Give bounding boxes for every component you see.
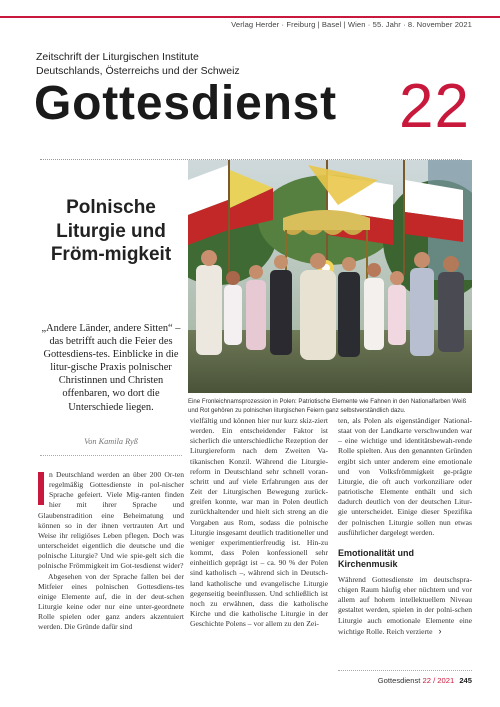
article-title: Polnische Liturgie und Fröm-migkeit xyxy=(50,197,172,265)
footer-journal: Gottesdienst xyxy=(377,676,421,685)
paragraph-5 xyxy=(338,575,472,637)
subtitle-line-1: Zeitschrift der Liturgischen Institute xyxy=(36,51,199,63)
footer-issue: 22 / 2021 xyxy=(422,676,455,685)
subtitle-line-2: Deutschlands, Österreichs und der Schweiz xyxy=(36,65,240,77)
continue-marker[interactable]: › xyxy=(438,625,442,636)
article-lede: „Andere Länder, andere Sitten“ – das betrifft auch die Feier des Gottesdiens-tes. Einblicke in die litur-gische Praxis polnischer Christinnen und Christen offenbaren, wo dort die Unterschiede liegen. xyxy=(41,323,181,413)
publication-info: Verlag Herder · Freiburg | Basel | Wien · 55. Jahr · 8. November 2021 xyxy=(231,20,472,29)
procession-photo-illustration xyxy=(188,160,472,393)
masthead: Gottesdienst xyxy=(34,77,337,130)
paragraph-5-text: Während Gottesdienste im deutschspra-chigen Raum häufig eher nüchtern und vor allem auf hohem intellektuellem Niveau gestaltet werden, spielen in der polni-schen Liturgie auch emotionale Elemente eine wichtige Rolle. Reich verzierte xyxy=(338,574,472,636)
photo-caption: Eine Fronleichnamsprozession in Polen: Patriotische Elemente wie Fahnen in den Nationalfarben Weiß und Rot gehören zu polnischen liturgischen Feiern ganz selbstverständlich dazu. xyxy=(188,398,467,414)
paragraph-4: ten, als Polen als eigenständiger National-staat von der Landkarte verschwunden war – eine wichtige und identitätsbewah-rende Rolle spielten. Aus den genannten Gründen ergibt sich unter anderem eine emotionale und von Volksfrömmigkeit ge-prägte Liturgie, die oft auch vorkonziliare oder patriotische Elemente enthält und sich dadurch deutlich von der deutschen Litur-gie unterscheidet. Einige dieser Spezifika der polnischen Liturgie sollen nun etwas ausführlicher dargelegt werden. xyxy=(338,416,472,537)
footer-divider xyxy=(338,670,472,671)
body-column-3 xyxy=(338,416,472,637)
body-column-2 xyxy=(190,416,328,629)
page-number: 245 xyxy=(459,676,472,685)
paragraph-3: vielfältig und können hier nur kurz skiz-ziert werden. Ein entscheidender Faktor ist sicherlich die unterschiedliche Rezeption der Liturgiereform nach dem Zweiten Va-tikanischen Konzil. Während die Liturgie-reform in Deutschland sehr schnell voran-schritt und auf viele Erfahrungen aus der Zeit der Liturgischen Bewegung zurück-greifen konnte, war man in Polen deutlich zurückhaltender und hielt sich streng an die Vorgaben aus Rom, sodass die polnische Liturgie insgesamt deutlich traditioneller und weniger experimentierfreudig ist. Hin-zu kommt, dass Polen konfessionell sehr einheitlich geprägt ist – ca. 90 % der Polen sind katholisch –, während sich in Deutsch-land katholische und evangelische Liturgie gegenseitig beeinflussen. Und schließlich ist noch zu erwähnen, dass die katholische Kirche und die katholische Liturgie in der Geschichte Polens – vor allem zu den Zei- xyxy=(190,416,328,629)
paragraph-intro xyxy=(38,470,184,572)
dropcap-marker xyxy=(38,472,44,505)
author-divider xyxy=(40,455,182,456)
body-column-1 xyxy=(38,470,184,633)
paragraph-intro-text: n Deutschland werden an über 200 Or-ten regelmäßig Gottesdienste in pol-nischer Sprache gefeiert. Viele Mig-ranten finden hier mit ihrer Sprache und Glaubenstradition eine Beheimatung und können so in der ihnen vertrauten Art und Weise ihr religiöses Leben pflegen. Doch was unterscheidet eigentlich die deutsche und die polnische Liturgie? Und wie spie-gelt sich die polnische Frömmigkeit im Got-tesdienst wider? xyxy=(38,470,184,571)
paragraph-2: Abgesehen von der Sprache fallen bei der Mitfeier eines polnischen Gottesdiens-tes einige Elemente auf, die in der deut-schen Liturgie keine oder nur eine unter-geordnete Rolle spielen oder ganz anders akzentuiert werden. Die Gründe dafür sind xyxy=(38,571,184,632)
article-photo xyxy=(188,160,472,393)
section-heading: Emotionalität und Kirchenmusik xyxy=(338,547,414,569)
journal-subtitle xyxy=(36,50,240,78)
issue-number: 22 xyxy=(399,72,470,141)
top-rule xyxy=(0,16,500,18)
page-footer xyxy=(378,676,472,685)
article-author: Von Kamila Ryß xyxy=(84,437,138,446)
